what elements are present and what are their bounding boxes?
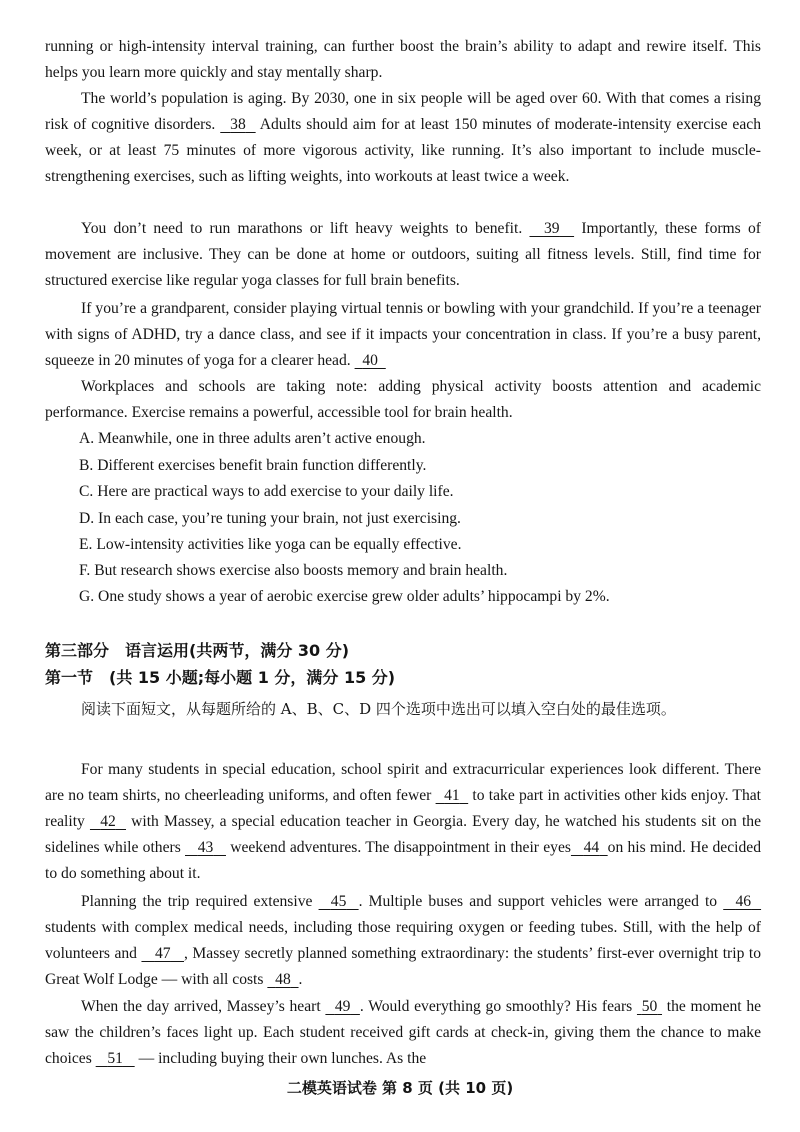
passage-paragraph	[45, 86, 761, 190]
blank-41: 41	[444, 787, 460, 804]
paragraph-text: , Massey secretly planned something extraordinary: the students’ first-ever overnight trip to Great Wolf Lodge — with all costs	[45, 945, 761, 988]
option-d: D. In each case, you’re tuning your brain, not just exercising.	[79, 510, 461, 527]
passage-paragraph	[45, 296, 761, 374]
blank-51: 51	[107, 1050, 123, 1067]
paragraph-text: with Massey, a special education teacher in Georgia. Every day, he watched his students sit on the sidelines while others	[45, 813, 762, 856]
passage-paragraph: Workplaces and schools are taking note: adding physical activity boosts attention and academic performance. Exercise remains a powerful, accessible tool for brain health.	[45, 378, 761, 421]
page-footer: 二模英语试卷 第 8 页 (共 10 页)	[286, 1079, 514, 1097]
blank-42: 42	[100, 813, 116, 830]
option-b: B. Different exercises benefit brain function differently.	[79, 457, 427, 474]
blank-50: 50	[641, 998, 658, 1015]
blank-43: 43	[197, 839, 214, 856]
paragraph-text: — including buying their own lunches. As the	[134, 1050, 427, 1067]
option-c: C. Here are practical ways to add exercise to your daily life.	[79, 483, 454, 500]
paragraph-text: Planning the trip required extensive	[81, 893, 319, 910]
cloze-paragraph	[45, 994, 761, 1072]
cloze-paragraph	[45, 889, 761, 993]
blank-39: 39	[543, 220, 560, 237]
instructions: 阅读下面短文，从每题所给的 A、B、C、D 四个选项中选出可以填入空白处的最佳选项。	[81, 700, 676, 718]
paragraph-text: Adults should aim for at least 150 minutes of moderate-intensity exercise each week, or at least 75 minutes of more vigorous activity, like running. It’s also important to include muscle-strengthening exercises, such as lifting weights, into workouts at least twice a week.	[45, 116, 761, 185]
option-a: A. Meanwhile, one in three adults aren’t active enough.	[79, 430, 426, 447]
option-f: F. But research shows exercise also boosts memory and brain health.	[79, 562, 508, 579]
paragraph-text: .	[298, 971, 303, 988]
paragraph-text: students with complex medical needs, including those requiring oxygen or feeding tubes. Still, with the help of volunteers and	[45, 919, 761, 962]
blank-44: 44	[583, 839, 600, 856]
paragraph-text: . Would everything go smoothly? His fears	[359, 998, 637, 1015]
paragraph-text: weekend adventures. The disappointment in their eyes	[225, 839, 571, 856]
paragraph-text: on his mind. He decided to do something about it.	[45, 839, 761, 882]
cloze-paragraph	[45, 757, 761, 887]
blank-38: 38	[230, 116, 246, 133]
blank-48: 48	[275, 971, 291, 988]
passage-paragraph: running or high-intensity interval training, can further boost the brain’s ability to adapt and rewire itself. This helps you learn more quickly and stay mentally sharp.	[45, 38, 761, 81]
passage-paragraph	[45, 216, 761, 294]
paragraph-text: . Multiple buses and support vehicles were arranged to	[358, 893, 724, 910]
paragraph-text: You don’t need to run marathons or lift heavy weights to benefit.	[81, 220, 530, 237]
paragraph-text: If you’re a grandparent, consider playing virtual tennis or bowling with your grandchild. If you’re a teenager with signs of ADHD, try a dance class, and see if it impacts your concentration in class. If you’re a busy parent, squeeze in 20 minutes of yoga for a clearer head.	[45, 300, 761, 369]
blank-47: 47	[154, 945, 171, 962]
paragraph-text: The world’s population is aging. By 2030, one in six people will be aged over 60. With that comes a rising risk of cognitive disorders.	[45, 90, 761, 133]
option-e: E. Low-intensity activities like yoga can be equally effective.	[79, 536, 462, 553]
blank-40: 40	[362, 352, 378, 369]
paragraph-text: to take part in activities other kids enjoy. That reality	[45, 787, 762, 830]
blank-46: 46	[735, 893, 752, 910]
paragraph-text: the moment he saw the children’s faces light up. Each student received gift cards at check-in, giving them the chance to make choices	[45, 998, 762, 1067]
paragraph-text: For many students in special education, school spirit and extracurricular experiences look different. There are no team shirts, no cheerleading uniforms, and often fewer	[45, 761, 761, 804]
part-heading: 第三部分 语言运用(共两节，满分 30 分)	[45, 641, 350, 660]
paragraph-text: Importantly, these forms of movement are inclusive. They can be done at home or outdoors, suiting all fitness levels. Still, find time for structured exercise like regular yoga classes for full brain benefits.	[45, 220, 761, 289]
blank-49: 49	[334, 998, 351, 1015]
option-g: G. One study shows a year of aerobic exercise grew older adults’ hippocampi by 2%.	[79, 588, 610, 605]
blank-45: 45	[330, 893, 347, 910]
section-heading: 第一节 (共 15 小题;每小题 1 分，满分 15 分)	[45, 668, 396, 687]
paragraph-text: When the day arrived, Massey’s heart	[81, 998, 326, 1015]
